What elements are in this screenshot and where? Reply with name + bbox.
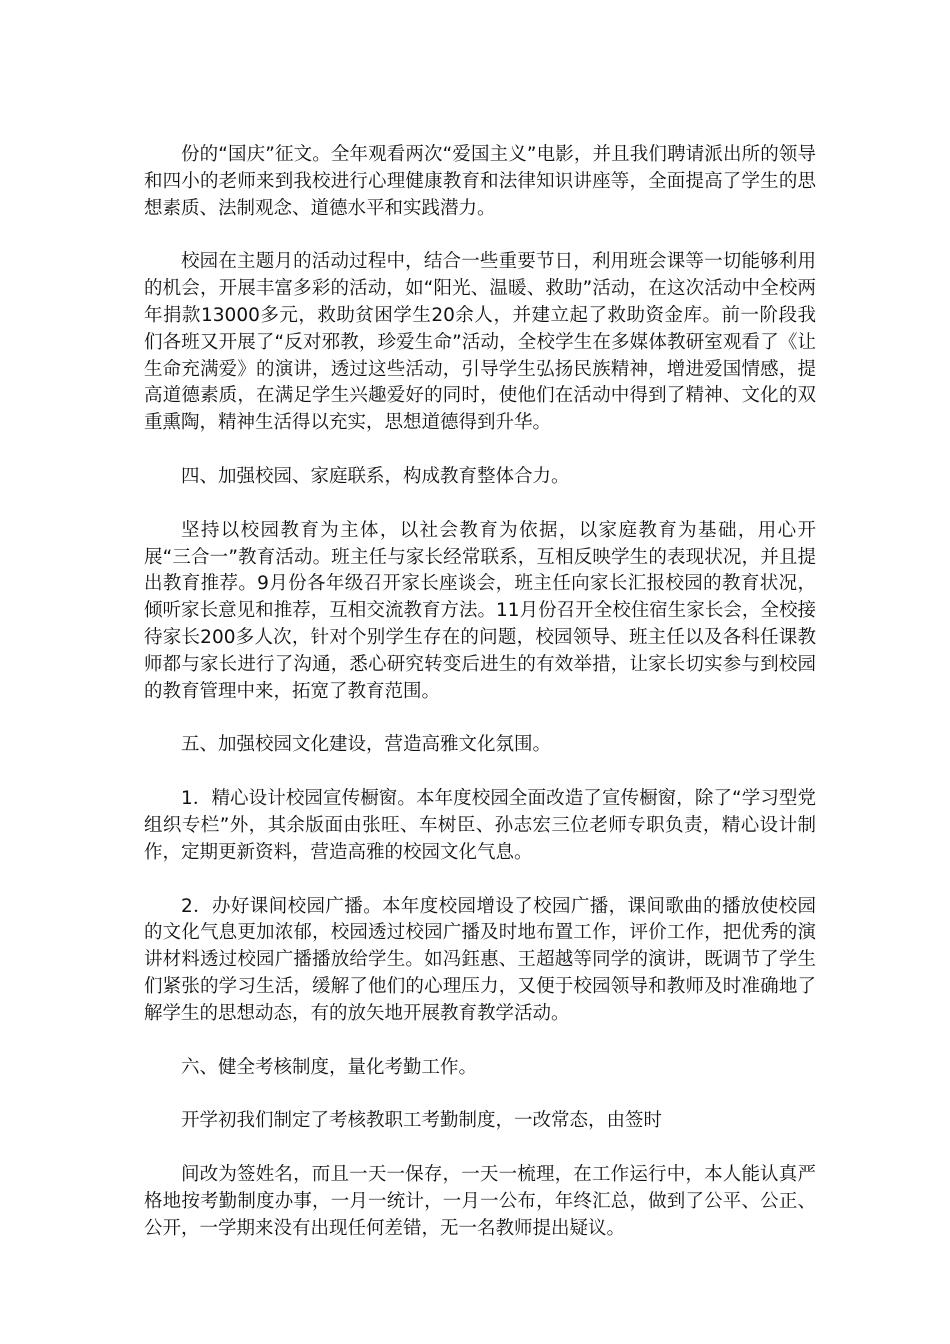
paragraph-national-day-essay: 份的“国庆”征文。全年观看两次“爱国主义”电影，并且我们聘请派出所的领导和四小的老师来到我校进行心理健康教育和法律知识讲座等，全面提高了学生的思想素质、法制观念、道德水平和实践潜力。 — [144, 144, 816, 219]
paragraph-home-school-cooperation: 坚持以校园教育为主体，以社会教育为依据，以家庭教育为基础，用心开展“三合一”教育活动。班主任与家长经常联系，互相反映学生的表现状况，并且提出教育推荐。9月份各年级召开家长座谈会，班主任向家长汇报校园的教育状况，倾听家长意见和推荐，互相交流教育方法。11月份召开全校住宿生家长会，全校接待家长200多人次，针对个别学生存在的问题，校园领导、班主任以及各科任课教师都与家长进行了沟通，悉心研究转变后进生的有效举措，让家长切实参与到校园的教育管理中来，拓宽了教育范围。 — [144, 519, 816, 702]
heading-section-four: 四、加强校园、家庭联系，构成教育整体合力。 — [181, 465, 570, 487]
paragraph-bulletin-window: 1．精心设计校园宣传橱窗。本年度校园全面改造了宣传橱窗，除了“学习型党组织专栏”外，其余版面由张旺、车树臣、孙志宏三位老师专职负责，精心设计制作，定期更新资料，营造高雅的校园文化气息。 — [144, 788, 816, 863]
paragraph-attendance-system-continued: 间改为签姓名，而且一天一保存，一天一梳理，在工作运行中，本人能认真严格地按考勤制度办事，一月一统计，一月一公布，年终汇总，做到了公平、公正、公开，一学期来没有出现任何差错，无一名教师提出疑议。 — [144, 1164, 816, 1239]
heading-section-five: 五、加强校园文化建设，营造高雅文化氛围。 — [181, 734, 552, 756]
paragraph-attendance-system-start: 开学初我们制定了考核教职工考勤制度，一改常态，由签时 — [181, 1110, 663, 1132]
paragraph-theme-month-activities: 校园在主题月的活动过程中，结合一些重要节日，利用班会课等一切能够利用的机会，开展丰富多彩的活动，如“阳光、温暖、救助”活动，在这次活动中全校两年捐款13000多元，救助贫困学生20余人，并建立起了救助资金库。前一阶段我们各班又开展了“反对邪教，珍爱生命”活动，全校学生在多媒体教研室观看了《让生命充满爱》的演讲，透过这些活动，引导学生弘扬民族精神，增进爱国情感，提高道德素质，在满足学生兴趣爱好的同时，使他们在活动中得到了精神、文化的双重熏陶，精神生活得以充实，思想道德得到升华。 — [144, 251, 816, 434]
heading-section-six: 六、健全考核制度，量化考勤工作。 — [181, 1056, 478, 1078]
document-body — [144, 142, 816, 1270]
paragraph-campus-broadcast: 2．办好课间校园广播。本年度校园增设了校园广播，课间歌曲的播放使校园的文化气息更加浓郁，校园透过校园广播及时地布置工作，评价工作，把优秀的演讲材料透过校园广播播放给学生。如冯鈺惠、王超越等同学的演讲，既调节了学生们紧张的学习生活，缓解了他们的心理压力，又便于校园领导和教师及时准确地了解学生的思想动态，有的放矢地开展教育教学活动。 — [144, 895, 816, 1024]
